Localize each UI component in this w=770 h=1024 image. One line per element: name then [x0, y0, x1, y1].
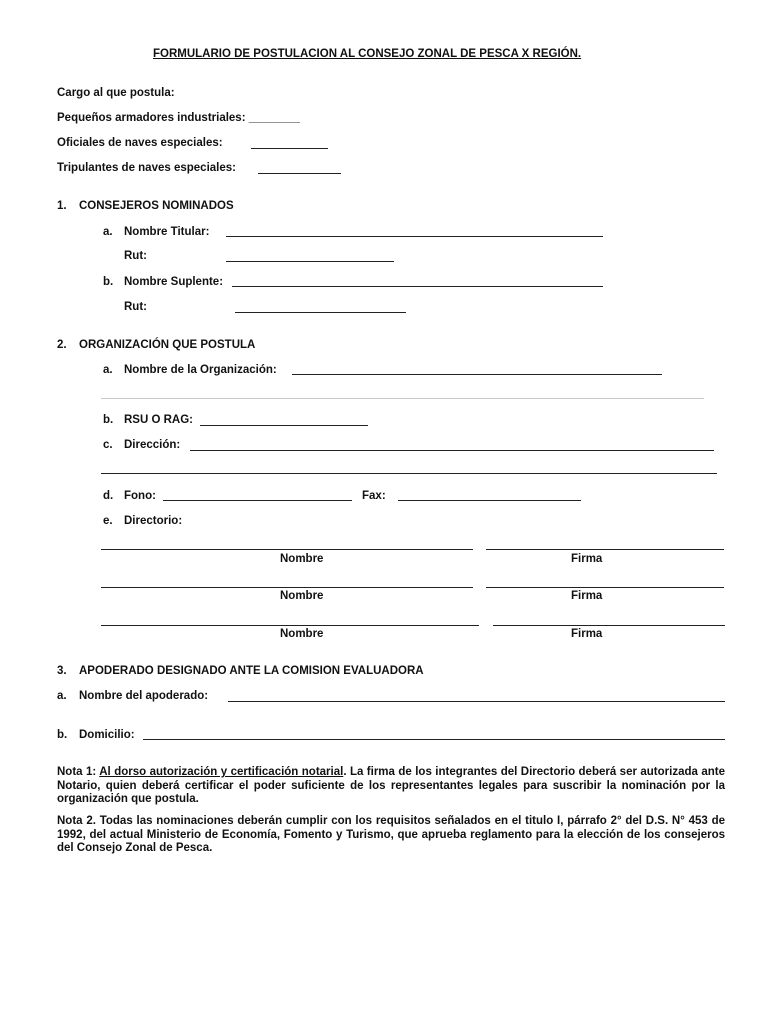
organizacion-field-line2[interactable]: [101, 398, 704, 399]
suplente-field[interactable]: [232, 286, 603, 287]
section3-heading: APODERADO DESIGNADO ANTE LA COMISION EVALUADORA: [79, 665, 424, 677]
fax-field[interactable]: [398, 500, 581, 501]
organizacion-field[interactable]: [292, 374, 662, 375]
directorio-label: Directorio:: [124, 515, 183, 527]
nota-2: Nota 2. Todas las nominaciones deberán cumplir con los requisitos señalados en el titulo I, párrafo 2° del D.S. N° 453 de 1992, del actual Ministerio de Economía, Fomento y Turismo, que aprueba reglamento para la elección de los consejeros del Consejo Zonal de Pesca.: [57, 815, 725, 854]
section1-number: 1.: [57, 200, 67, 212]
section1-a-letter: a.: [103, 226, 113, 238]
rut-suplente-field[interactable]: [235, 312, 406, 313]
firma-caption: Firma: [571, 590, 603, 602]
cargo-option-oficiales: Oficiales de naves especiales:: [57, 137, 223, 149]
rut-titular-label: Rut:: [124, 250, 147, 262]
apoderado-field[interactable]: [228, 701, 725, 702]
apoderado-label: Nombre del apoderado:: [79, 690, 209, 702]
rsu-field[interactable]: [200, 425, 368, 426]
suplente-label: Nombre Suplente:: [124, 276, 224, 288]
firma-caption: Firma: [571, 628, 603, 640]
directorio-firma-field[interactable]: [493, 625, 725, 626]
domicilio-field[interactable]: [143, 739, 725, 740]
domicilio-label: Domicilio:: [79, 729, 135, 741]
cargo-heading: Cargo al que postula:: [57, 87, 175, 99]
fax-label: Fax:: [362, 490, 386, 502]
fono-field[interactable]: [163, 500, 352, 501]
rsu-label: RSU O RAG:: [124, 414, 193, 426]
nombre-caption: Nombre: [280, 628, 324, 640]
section2-a-letter: a.: [103, 364, 113, 376]
tripulantes-blank[interactable]: [258, 173, 341, 174]
cargo-option-tripulantes: Tripulantes de naves especiales:: [57, 162, 236, 174]
directorio-nombre-field[interactable]: [101, 587, 473, 588]
section2-d-letter: d.: [103, 490, 114, 502]
section2-c-letter: c.: [103, 439, 113, 451]
titular-label: Nombre Titular:: [124, 226, 210, 238]
titular-field[interactable]: [226, 236, 603, 237]
directorio-nombre-field[interactable]: [101, 625, 479, 626]
direccion-field-line2[interactable]: [101, 473, 717, 474]
section1-b-letter: b.: [103, 276, 114, 288]
direccion-field[interactable]: [190, 450, 714, 451]
nota1-underlined: Al dorso autorización y certificación notarial: [99, 766, 344, 778]
direccion-label: Dirección:: [124, 439, 181, 451]
directorio-firma-field[interactable]: [486, 549, 724, 550]
nombre-caption: Nombre: [280, 553, 324, 565]
nota-1: [57, 766, 725, 807]
directorio-nombre-field[interactable]: [101, 549, 473, 550]
section2-number: 2.: [57, 339, 67, 351]
nombre-caption: Nombre: [280, 590, 324, 602]
section2-heading: ORGANIZACIÓN QUE POSTULA: [79, 339, 256, 351]
firma-caption: Firma: [571, 553, 603, 565]
section3-number: 3.: [57, 665, 67, 677]
section3-a-letter: a.: [57, 690, 67, 702]
oficiales-blank[interactable]: [251, 148, 328, 149]
organizacion-label: Nombre de la Organización:: [124, 364, 277, 376]
fono-label: Fono:: [124, 490, 156, 502]
nota1-prefix: Nota 1:: [57, 766, 100, 778]
cargo-option-pequenos: Pequeños armadores industriales: ________: [57, 112, 300, 124]
form-title: FORMULARIO DE POSTULACION AL CONSEJO ZONAL DE PESCA X REGIÓN.: [153, 48, 582, 60]
section3-b-letter: b.: [57, 729, 68, 741]
nota1-rest: . La firma de los integrantes del Directorio deberá ser autorizada ante Notario, quien deberá certificar el poder suficiente de los representantes legales para suscribir la nominación por la organización que postula.: [57, 766, 725, 805]
section1-heading: CONSEJEROS NOMINADOS: [79, 200, 234, 212]
section2-e-letter: e.: [103, 515, 113, 527]
rut-suplente-label: Rut:: [124, 301, 147, 313]
rut-titular-field[interactable]: [226, 261, 394, 262]
section2-b-letter: b.: [103, 414, 114, 426]
directorio-firma-field[interactable]: [486, 587, 724, 588]
